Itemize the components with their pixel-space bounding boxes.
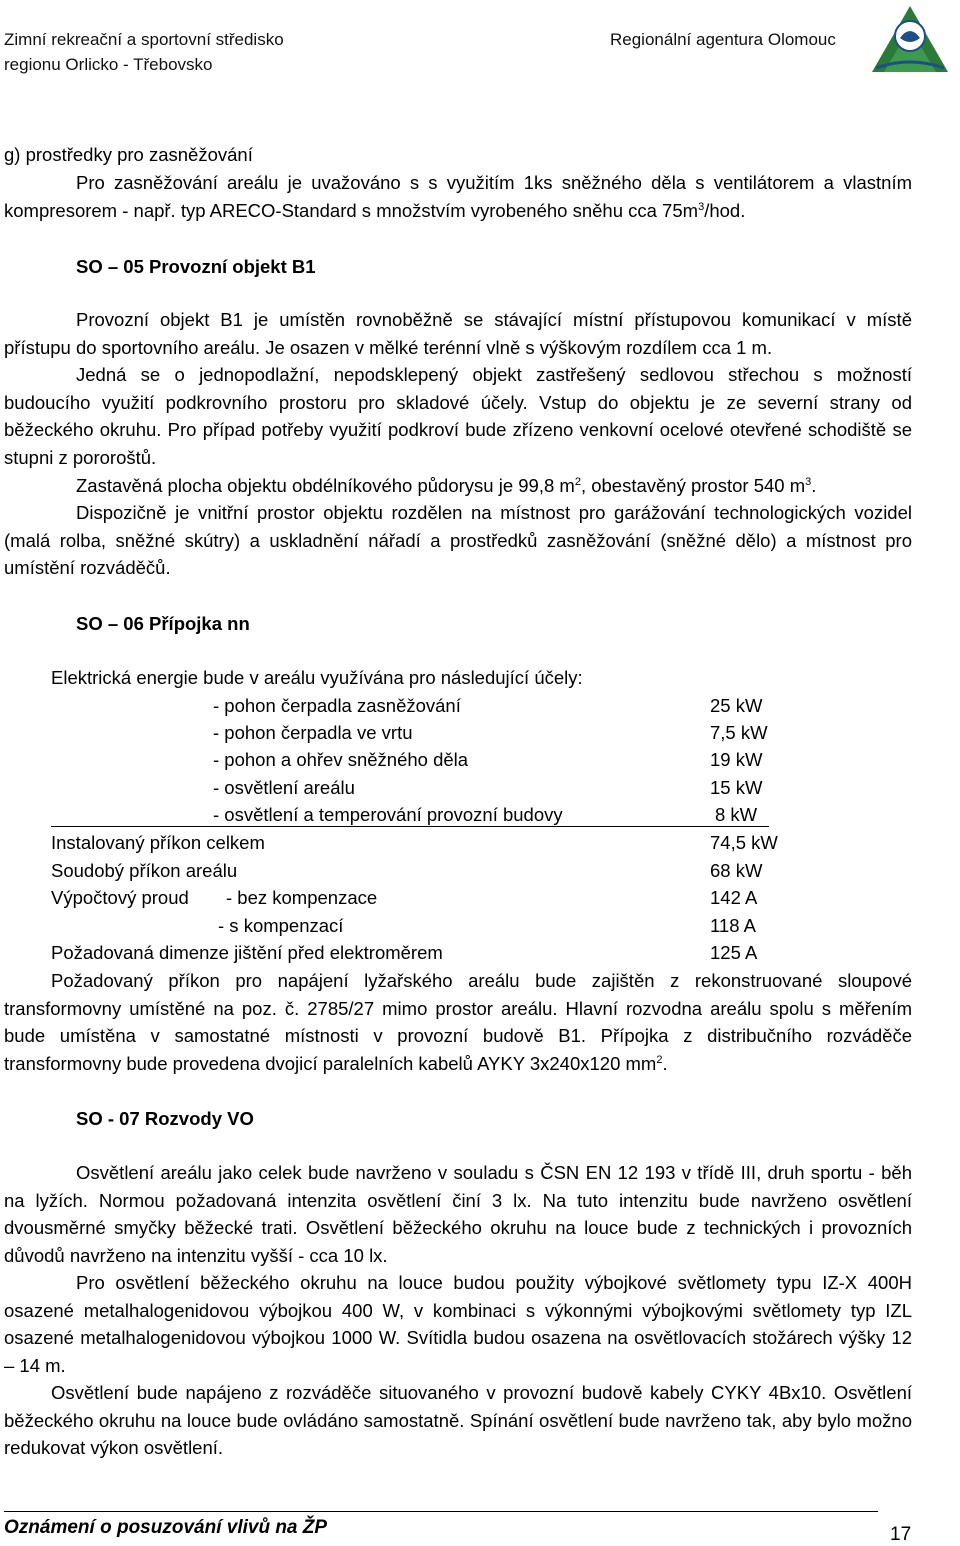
consumer-label: - osvětlení areálu bbox=[213, 777, 355, 798]
so05-p3-sup-2: 3 bbox=[805, 475, 812, 488]
simultaneous-label: Soudobý příkon areálu bbox=[51, 860, 238, 881]
total-value: 74,5 kW bbox=[710, 832, 778, 853]
section-g-text-end: /hod. bbox=[704, 199, 746, 221]
so06-intro: Elektrická energie bude v areálu využívána pro následující účely: bbox=[51, 667, 583, 688]
so06-paragraph bbox=[4, 967, 912, 1077]
section-g-text-sup: 3 bbox=[698, 200, 705, 213]
sum-divider bbox=[51, 826, 769, 827]
header-left-line1: Zimní rekreační a sportovní středisko bbox=[4, 30, 284, 49]
simultaneous-value: 68 kW bbox=[710, 860, 763, 881]
fuse-value: 125 A bbox=[710, 942, 758, 963]
so06-heading: SO – 06 Přípojka nn bbox=[76, 613, 250, 634]
consumer-value: 19 kW bbox=[710, 749, 763, 770]
so05-paragraph-1: Provozní objekt B1 je umístěn rovnoběžně se stávající místní přístupovou komunikací v místě přístupu do sportovního areálu. Je osazen v mělké terénní vlně s výškovým rozdílem cca 1 m. bbox=[4, 309, 912, 358]
current-a-label: - bez kompenzace bbox=[226, 887, 378, 908]
section-g-text bbox=[4, 169, 912, 224]
page-number: 17 bbox=[890, 1524, 912, 1545]
consumer-value: 7,5 kW bbox=[710, 722, 768, 743]
consumer-label: - pohon a ohřev sněžného děla bbox=[213, 749, 469, 770]
consumer-value: 8 kW bbox=[715, 804, 758, 825]
current-row-a bbox=[4, 884, 912, 911]
section-g-text-main: Pro zasněžování areálu je uvažováno s s využitím 1ks sněžného děla s ventilátorem a vlastním kompresorem - např. typ ARECO-Standard s množstvím vyrobeného sněhu cca 75m bbox=[4, 172, 912, 221]
consumer-value: 15 kW bbox=[710, 777, 763, 798]
footer-title: Oznámení o posuzování vlivů na ŽP bbox=[4, 1517, 328, 1538]
so07-paragraph-3: Osvětlení bude napájeno z rozváděče situovaného v provozní budově kabely CYKY 4Bx10. Osvětlení běžeckého okruhu na louce bude ovládáno samostatně. Spínání osvětlení bude navrženo tak, aby bylo možno redukovat výkon osvětlení. bbox=[4, 1382, 912, 1458]
fuse-label: Požadovaná dimenze jištění před elektroměrem bbox=[51, 942, 443, 963]
so07-paragraph-2: Pro osvětlení běžeckého okruhu na louce budou použity výbojkové světlomety typu IZ-X 400H osazené metalhalogenidovou výbojkou 400 W, v kombinaci s výkonnými výbojkovými světlomety typ IZL osazené metalhalogenidovou výbojkou 1000 W. Svítidla budou osazena na osvětlovacích stožárech výšky 12 – 14 m. bbox=[4, 1272, 912, 1376]
header-left bbox=[4, 27, 284, 77]
fuse-row bbox=[4, 939, 912, 966]
current-label: Výpočtový proud bbox=[51, 887, 189, 908]
total-label: Instalovaný příkon celkem bbox=[51, 832, 265, 853]
page-header bbox=[0, 0, 960, 80]
so05-paragraph-4: Dispozičně je vnitřní prostor objektu rozdělen na místnost pro garážování technologických vozidel (malá rolba, sněžné skútry) a uskladnění nářadí a prostředků zasněžování (sněžné dělo) a místnost pro umístění rozváděčů. bbox=[4, 502, 912, 578]
total-row bbox=[4, 829, 912, 856]
header-right: Regionální agentura Olomouc bbox=[610, 30, 836, 49]
so05-paragraph-3 bbox=[4, 472, 912, 500]
header-left-line2: regionu Orlicko - Třebovsko bbox=[4, 55, 213, 74]
consumer-label: - pohon čerpadla ve vrtu bbox=[213, 722, 413, 743]
so07-heading: SO - 07 Rozvody VO bbox=[76, 1108, 254, 1129]
so05-p3-part-a: Zastavěná plocha objektu obdélníkového půdorysu je 99,8 m bbox=[76, 475, 575, 496]
so05-p3-sup-1: 2 bbox=[574, 475, 581, 488]
consumer-label: - pohon čerpadla zasněžování bbox=[213, 695, 461, 716]
so05-heading: SO – 05 Provozní objekt B1 bbox=[76, 256, 316, 277]
current-a-value: 142 A bbox=[710, 887, 758, 908]
so05-p3-part-b: , obestavěný prostor 540 m bbox=[580, 475, 806, 496]
consumer-value: 25 kW bbox=[710, 695, 763, 716]
current-b-value: 118 A bbox=[710, 915, 756, 936]
so07-paragraph-1: Osvětlení areálu jako celek bude navrženo v souladu s ČSN EN 12 193 v třídě III, druh sportu - běh na lyžích. Normou požadovaná intenzita osvětlení činí 3 lx. Na tuto intenzitu bude navrženo osvětlení dvousměrné smyčky běžecké trati. Osvětlení běžeckého okruhu na louce bude z technických i provozních důvodů navrženo na intenzitu vyšší - cca 10 lx. bbox=[4, 1162, 912, 1266]
current-b-label: - s kompenzací bbox=[218, 915, 344, 936]
so05-p3-part-c: . bbox=[811, 475, 817, 496]
consumer-row-2 bbox=[4, 719, 912, 746]
consumer-row-5 bbox=[4, 801, 912, 828]
so06-paragraph-end: . bbox=[662, 1052, 668, 1074]
so05-paragraph-2: Jedná se o jednopodlažní, nepodsklepený objekt zastřešený sedlovou střechou s možností budoucího využití podkrovního prostoru pro skladové účely. Vstup do objektu je ze severní strany od běžeckého okruhu. Pro případ potřeby využití podkroví bude zřízeno venkovní ocelové otevřené schodiště se stupni z pororoštů. bbox=[4, 364, 912, 468]
simultaneous-row bbox=[4, 857, 912, 884]
section-g-title: g) prostředky pro zasněžování bbox=[4, 144, 253, 165]
so06-paragraph-main: Požadovaný příkon pro napájení lyžařského areálu bude zajištěn z rekonstruované sloupové transformovny umístěné na poz. č. 2785/27 mimo prostor areálu. Hlavní rozvodna areálu spolu s měřením bude umístěna v samostatné místnosti v provozní budově B1. Přípojka z distribučního rozváděče transformovny bude provedena dvojicí paralelních kabelů AYKY 3x240x120 mm bbox=[4, 970, 912, 1074]
consumer-row-4 bbox=[4, 774, 912, 801]
so06-paragraph-sup: 2 bbox=[656, 1053, 663, 1066]
footer-divider bbox=[4, 1511, 878, 1512]
current-row-b bbox=[4, 912, 912, 939]
consumer-label: - osvětlení a temperování provozní budovy bbox=[213, 804, 563, 825]
consumer-row-1 bbox=[4, 692, 912, 719]
consumer-row-3 bbox=[4, 746, 912, 773]
regional-agency-logo-icon bbox=[868, 2, 952, 74]
